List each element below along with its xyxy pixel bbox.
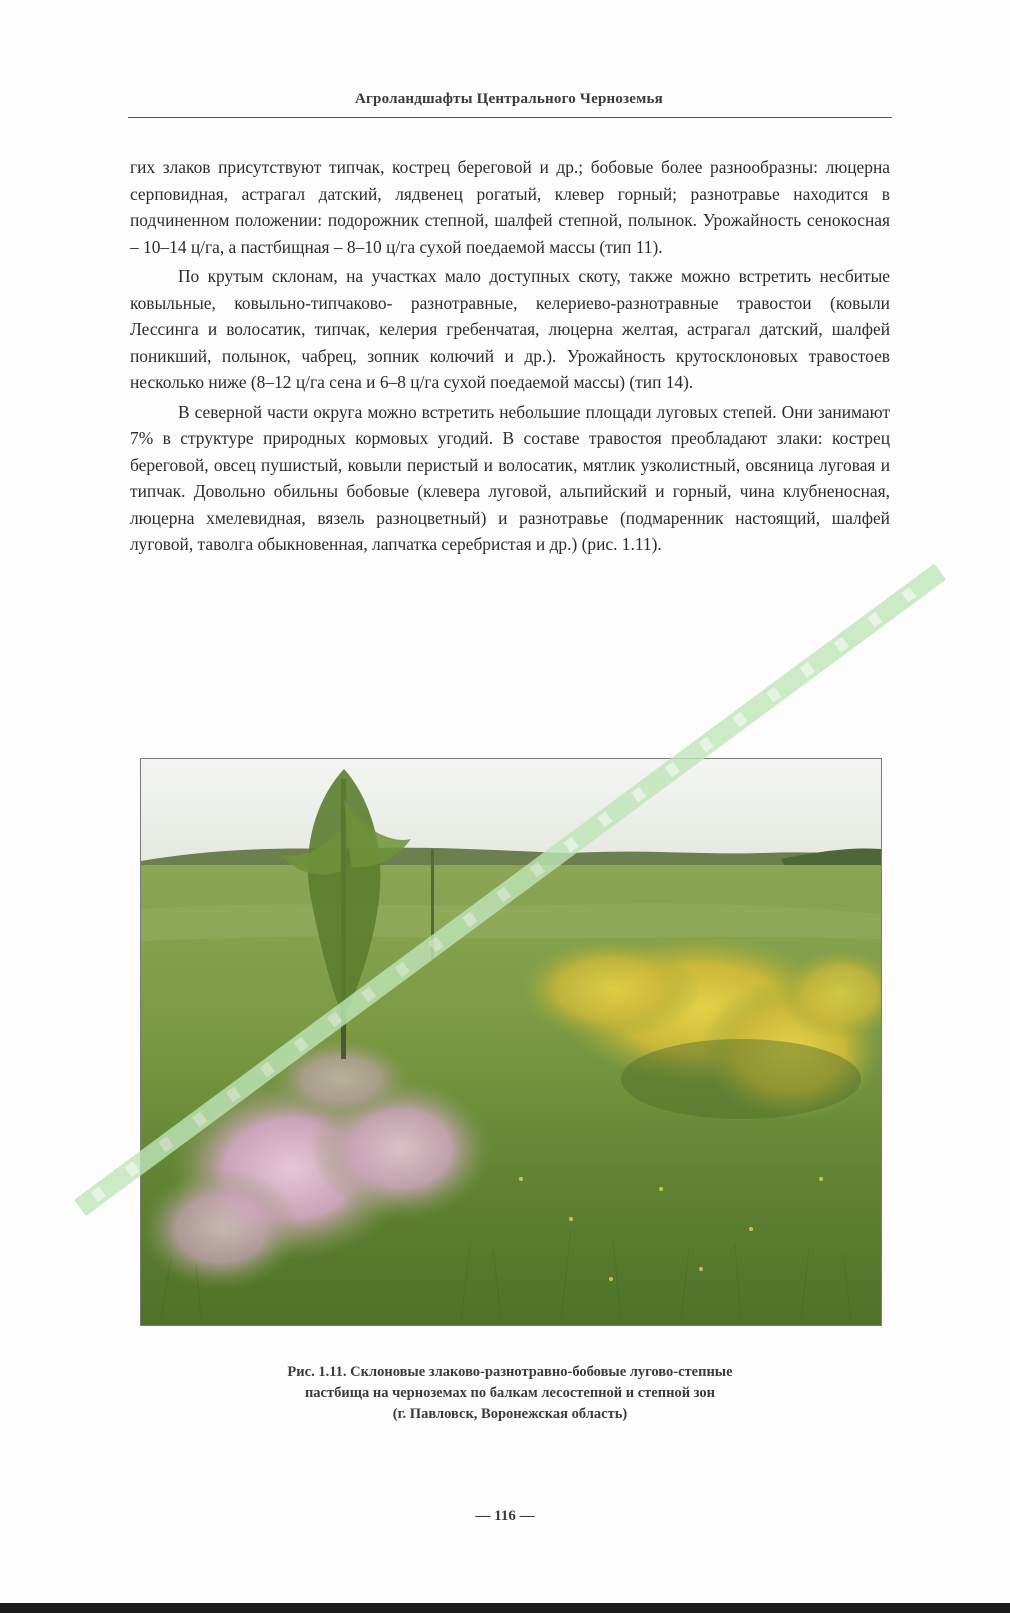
body-text <box>130 154 890 558</box>
page-number: — 116 — <box>475 1508 535 1524</box>
caption-line-3: (г. Павловск, Воронежская область) <box>392 1406 628 1422</box>
paragraph-3: В северной части округа можно встретить небольшие площади луговых степей. Они занимают 7% в структуре природных кормовых угодий. В составе травостоя преобладают злаки: кострец береговой, овсец пушистый, ковыли перистый и волосатик, мятлик узколистный, овсяница луговая и типчак. Довольно обильны бобовые (клевера луговой, альпийский и горный, чина клубненосная, люцерна хмелевидная, вязель разноцветный) и разнотравье (подмаренник настоящий, шалфей луговой, таволга обыкновенная, лапчатка серебристая и др.) (рис. 1.11). <box>130 401 890 554</box>
paragraph-1: гих злаков присутствуют типчак, кострец береговой и др.; бобовые более разнообразны: люцерна серповидная, астрагал датский, лядвенец рогатый, клевер горный; разнотравье находится в подчиненном положении: подорожник степной, шалфей степной, полынок. Урожайность сенокосная – 10–14 ц/га, а пастбищная – 8–10 ц/га сухой поедаемой массы (тип 11). <box>130 157 890 257</box>
scan-bottom-edge <box>0 1603 1010 1613</box>
meadow-photo-image <box>141 759 881 1325</box>
caption-line-1: Рис. 1.11. Склоновые злаково-разнотравно-бобовые лугово-степные <box>287 1364 733 1380</box>
paragraph-2: По крутым склонам, на участках мало доступных скоту, также можно встретить несбитые ковыльные, ковыльно-типчаково- разнотравные, келериево-разнотравные травостои (ковыли Лессинга и волосатик, типчак, келерия гребенчатая, люцерна желтая, астрагал датский, шалфей поникший, полынок, чабрец, зопник колючий и др.). Урожайность крутосклоновых травостоев несколько ниже (8–12 ц/га сена и 6–8 ц/га сухой поедаемой массы) (тип 14). <box>130 266 890 392</box>
running-header: Агроландшафты Центрального Черноземья <box>355 91 663 107</box>
figure-caption <box>170 1362 850 1425</box>
meadow-photo <box>140 758 882 1326</box>
caption-line-2: пастбища на черноземах по балкам лесостепной и степной зон <box>304 1385 716 1401</box>
header-rule <box>128 117 892 118</box>
